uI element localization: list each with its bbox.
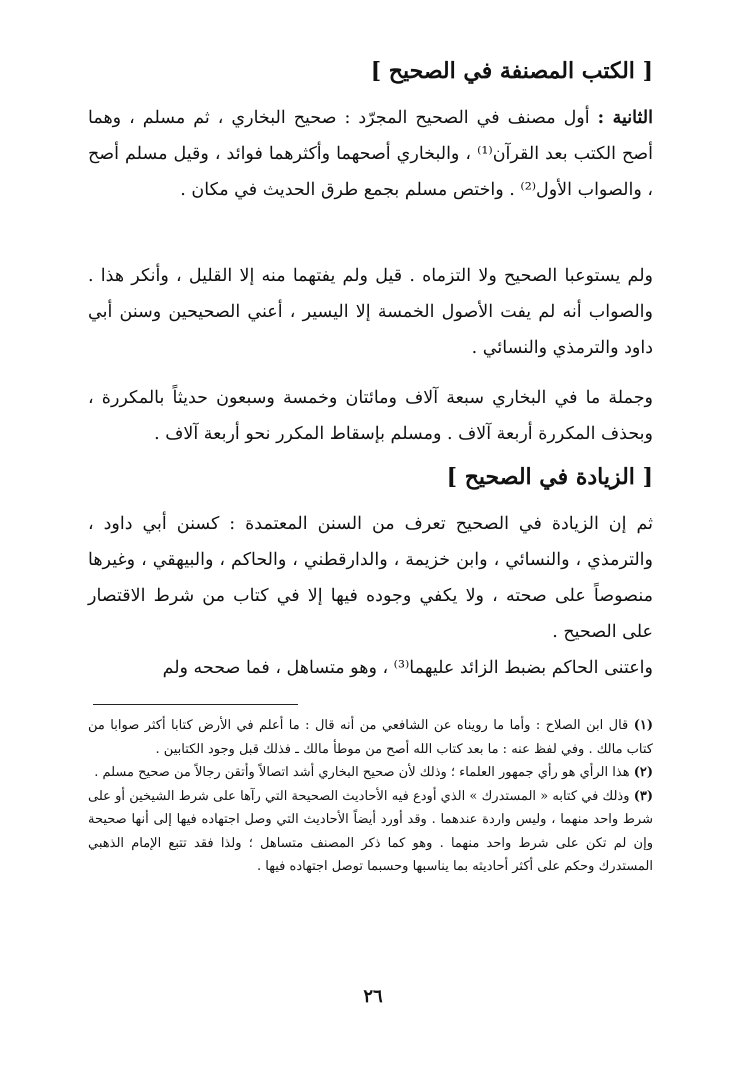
- paragraph-first-compiler: [88, 100, 653, 208]
- heading-sahih-books: [ الكتب المصنفة في الصحيح ]: [370, 58, 653, 84]
- footnote-number: (٣): [633, 788, 654, 804]
- footnote-text: وذلك في كتابه « المستدرك » الذي أودع فيه الأحاديث الصحيحة التي رآها على شرط الشيخين أو على شرط واحد منهما ، وليس واردة عندهما . وقد أورد أيضاً الأحاديث التي وصل اجتهاده فيها إلى أنها صحيحة وإن لم تكن على شرط واحد منهما . وهو كما ذكر المصنف متساهل ؛ ولذا فقد تتبع الإمام الذهبي المستدرك وحكم على أكثر أحاديثه بما يناسبها وحسبما توصل اجتهاده فيها .: [88, 788, 653, 874]
- footnote-3: [88, 785, 653, 879]
- footnote-number: (١): [633, 718, 653, 733]
- footnote-number: (٢): [633, 765, 653, 780]
- footnote-2: [88, 761, 653, 785]
- paragraph-text: أول مصنف في الصحيح المجرّد : صحيح البخاري ، ثم مسلم ، وهما أصح الكتب بعد القرآن⁽¹⁾ ، والبخاري أصحهما وأكثرهما فوائد ، وقيل مسلم أصح ، والصواب الأول⁽²⁾ . واختص مسلم بجمع طرق الحديث في مكان .: [88, 108, 653, 200]
- footnote-text: هذا الرأي هو رأي جمهور العلماء ؛ وذلك لأن صحيح البخاري أشد اتصالاً وأتقن رجالاً من صحيح مسلم .: [94, 765, 630, 780]
- heading-additions: [ الزيادة في الصحيح ]: [446, 464, 653, 490]
- paragraph-additions-sources: ثم إن الزيادة في الصحيح تعرف من السنن المعتمدة : كسنن أبي داود ، والترمذي ، والنسائي ، وابن خزيمة ، والدارقطني ، والحاكم ، والبيهقي ، وغيرها منصوصاً على صحته ، ولا يكفي وجوده فيها إلا في كتاب من شرط الاقتصار على الصحيح .: [88, 514, 653, 642]
- paragraph-hadith-count: وجملة ما في البخاري سبعة آلاف ومائتان وخمسة وسبعون حديثاً بالمكررة ، وبحذف المكررة أربعة آلاف . ومسلم بإسقاط المكرر نحو أربعة آلاف .: [88, 388, 653, 444]
- paragraph-not-comprehensive: ولم يستوعبا الصحيح ولا التزماه . قيل ولم يفتهما منه إلا القليل ، وأنكر هذا . والصواب أنه لم يفت الأصول الخمسة إلا اليسير ، أعني الصحيحين وسنن أبي داود والترمذي والنسائي .: [88, 266, 653, 358]
- footnote-separator: [93, 704, 298, 705]
- paragraph-hakim: واعتنى الحاكم بضبط الزائد عليهما⁽³⁾ ، وهو متساهل ، فما صححه ولم: [162, 658, 653, 678]
- footnote-text: قال ابن الصلاح : وأما ما رويناه عن الشافعي من أنه قال : ما أعلم في الأرض كتابا أكثر صوابا من كتاب مالك . وفي لفظ عنه : ما بعد كتاب الله أصح من موطأ مالك ـ فذلك قبل وجود الكتابين .: [88, 718, 653, 757]
- paragraph-lead: الثانية :: [597, 108, 653, 128]
- footnotes: [88, 714, 653, 879]
- page-number: ٢٦: [363, 986, 383, 1007]
- footnote-1: [88, 714, 653, 761]
